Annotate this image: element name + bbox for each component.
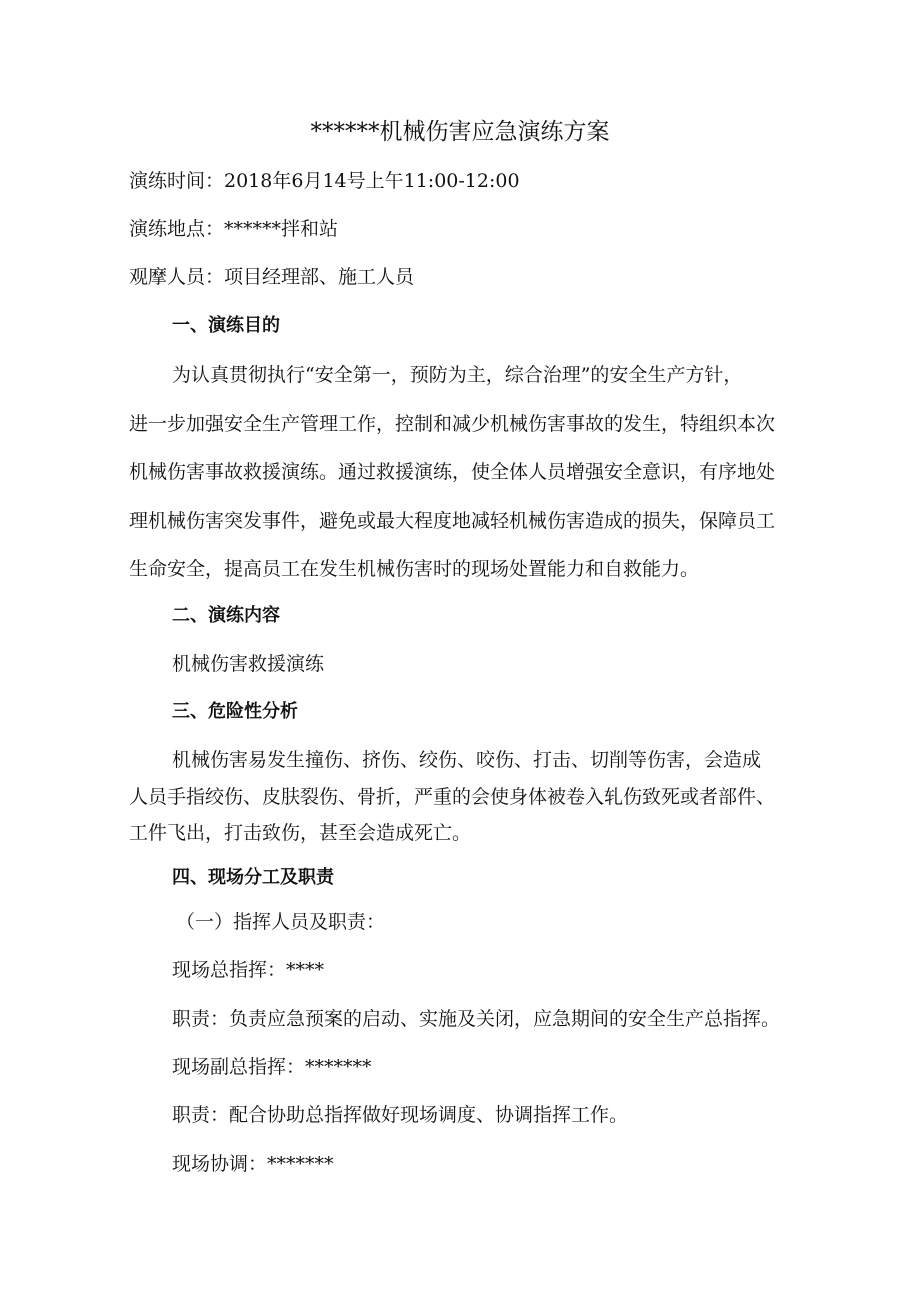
section-1-line: 为认真贯彻执行“安全第一，预防为主，综合治理”的安全生产方针， <box>172 364 743 386</box>
section-1-line: 理机械伤害突发事件，避免或最大程度地减轻机械伤害造成的损失，保障员工 <box>129 510 776 532</box>
section-3-line: 工件飞出，打击致伤，甚至会造成死亡。 <box>129 822 472 844</box>
section-1-line: 机械伤害事故救援演练。通过救援演练，使全体人员增强安全意识，有序地处 <box>129 461 776 483</box>
drill-place: 演练地点：******拌和站 <box>129 218 339 240</box>
section-4-subheading: （一）指挥人员及职责： <box>176 911 386 933</box>
coordinator-line: 现场协调：******* <box>172 1153 334 1175</box>
section-4-heading: 四、现场分工及职责 <box>172 867 334 888</box>
section-1-line: 进一步加强安全生产管理工作，控制和减少机械伤害事故的发生，特组织本次 <box>129 413 776 435</box>
section-1-line: 生命安全，提高员工在发生机械伤害时的现场处置能力和自救能力。 <box>129 558 700 580</box>
section-1-heading: 一、演练目的 <box>172 315 280 336</box>
section-2-heading: 二、演练内容 <box>172 605 280 626</box>
commander-line: 现场总指挥：**** <box>172 959 325 981</box>
document-title: ******机械伤害应急演练方案 <box>310 119 610 145</box>
section-2-text: 机械伤害救援演练 <box>172 653 325 675</box>
drill-observers: 观摩人员：项目经理部、施工人员 <box>129 266 415 288</box>
drill-time: 演练时间：2018年6月14号上午11:00-12:00 <box>129 170 520 192</box>
deputy-duty-line: 职责：配合协助总指挥做好现场调度、协调指挥工作。 <box>172 1104 629 1126</box>
section-3-line: 机械伤害易发生撞伤、挤伤、绞伤、咬伤、打击、切削等伤害，会造成 <box>172 749 762 771</box>
commander-duty-line: 职责：负责应急预案的启动、实施及关闭，应急期间的安全生产总指挥。 <box>172 1008 781 1030</box>
section-3-heading: 三、危险性分析 <box>172 701 298 722</box>
deputy-commander-line: 现场副总指挥：******* <box>172 1056 372 1078</box>
section-3-line: 人员手指绞伤、皮肤裂伤、骨折，严重的会使身体被卷入轧伤致死或者部件、 <box>129 786 776 808</box>
